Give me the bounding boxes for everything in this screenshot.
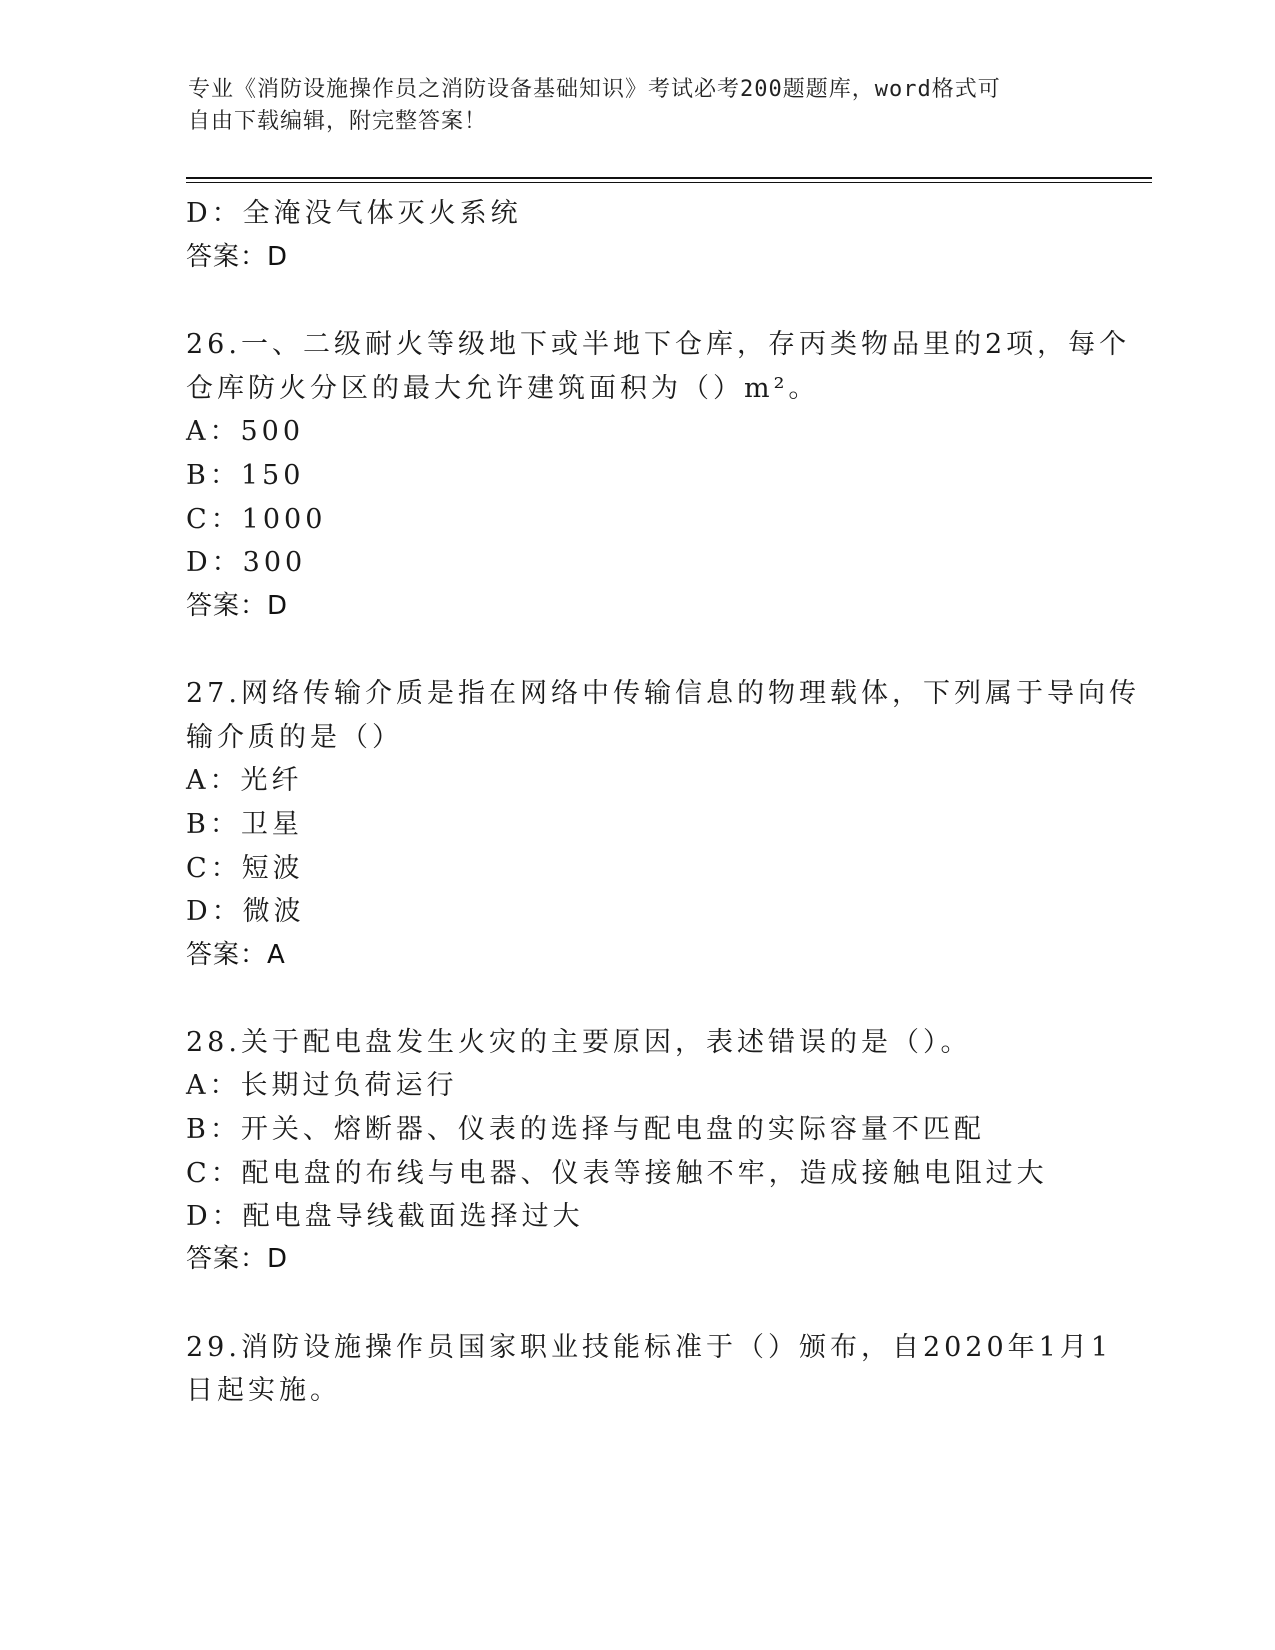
q28-option-d: D：配电盘导线截面选择过大 bbox=[186, 1201, 584, 1232]
q28-option-c: C：配电盘的布线与电器、仪表等接触不牢，造成接触电阻过大 bbox=[186, 1158, 1048, 1189]
q28-answer: 答案：D bbox=[186, 1244, 289, 1274]
header-line-1: 专业《消防设施操作员之消防设备基础知识》考试必考200题题库，word格式可 bbox=[188, 77, 1001, 102]
q29-stem-line-2: 日起实施。 bbox=[186, 1375, 341, 1406]
q28-option-b: B：开关、熔断器、仪表的选择与配电盘的实际容量不匹配 bbox=[186, 1114, 985, 1145]
q26-stem-line-1: 26.一、二级耐火等级地下或半地下仓库，存丙类物品里的2项，每个 bbox=[186, 329, 1131, 360]
q26-option-d: D：300 bbox=[186, 547, 307, 578]
q27-option-a: A：光纤 bbox=[186, 765, 303, 796]
header-divider-thick bbox=[186, 177, 1152, 179]
q26-option-c: C：1000 bbox=[186, 504, 327, 535]
q26-stem-line-2: 仓库防火分区的最大允许建筑面积为（）m²。 bbox=[186, 373, 820, 404]
q26-option-a: A：500 bbox=[186, 416, 305, 447]
q27-answer: 答案：A bbox=[186, 940, 286, 970]
q27-option-d: D：微波 bbox=[186, 896, 305, 927]
q28-option-a: A：长期过负荷运行 bbox=[186, 1070, 458, 1101]
q27-option-c: C：短波 bbox=[186, 853, 304, 884]
header-line-2: 自由下载编辑，附完整答案！ bbox=[188, 109, 488, 134]
prev-answer: 答案：D bbox=[186, 242, 289, 272]
header-divider-thin bbox=[186, 182, 1152, 183]
q27-stem-line-2: 输介质的是（） bbox=[186, 722, 403, 753]
q27-option-b: B：卫星 bbox=[186, 809, 303, 840]
prev-option-d: D：全淹没气体灭火系统 bbox=[186, 198, 522, 229]
q27-stem-line-1: 27.网络传输介质是指在网络中传输信息的物理载体，下列属于导向传 bbox=[186, 678, 1140, 709]
q26-answer: 答案：D bbox=[186, 591, 289, 621]
q26-option-b: B：150 bbox=[186, 460, 305, 491]
document-header bbox=[188, 74, 1088, 138]
q29-stem-line-1: 29.消防设施操作员国家职业技能标准于（）颁布，自2020年1月1 bbox=[186, 1332, 1113, 1363]
q28-stem-line-1: 28.关于配电盘发生火灾的主要原因，表述错误的是（）。 bbox=[186, 1027, 972, 1058]
